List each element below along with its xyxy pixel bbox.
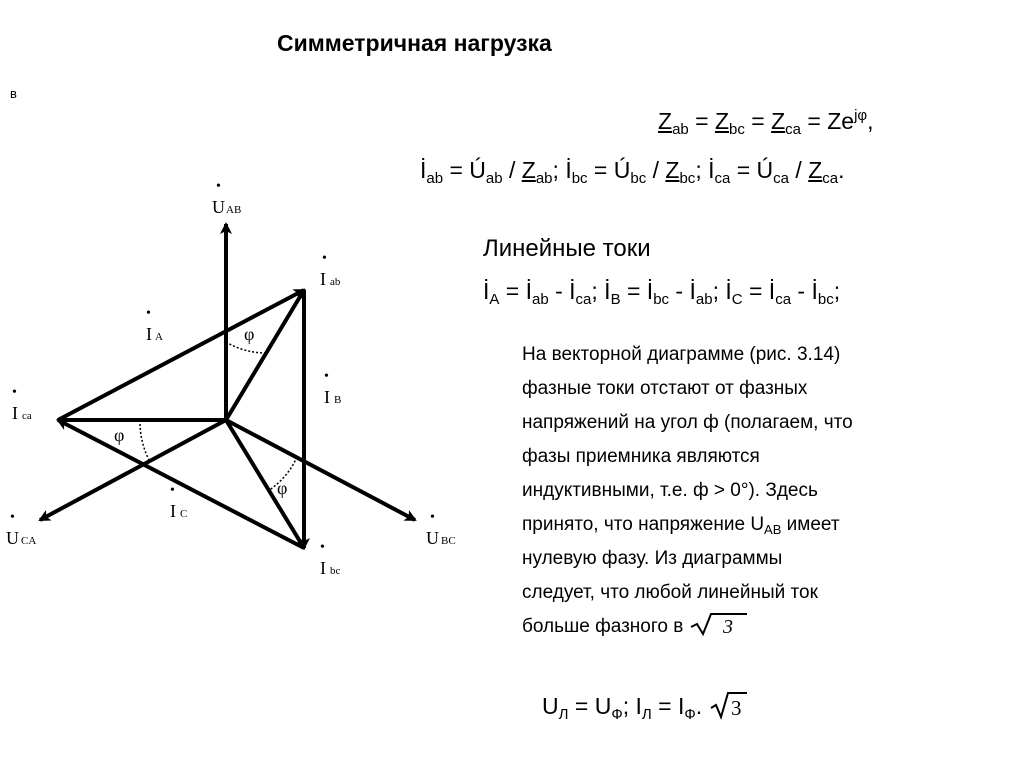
impedance-formula: $Z_{ab} = Z_{bc} = Z_{ca} = Ze^{j\varphi}$, (658, 107, 874, 138)
label-uab (212, 179, 241, 217)
svg-text:I: I (170, 501, 176, 521)
label-ica (12, 385, 32, 423)
paragraph-line: фазы приемника являются (522, 446, 760, 467)
phi-arc (140, 420, 150, 462)
corner-mark: в (10, 86, 17, 101)
line-current-formula: $İ_A$ = $İ_{ab}$ - $İ_{ca}$; $İ_B$ = $İ_{bc}$ - $İ_{ab}$; $İ_C$ = $İ_{ca}$ - $İ_{bc}$; (483, 278, 841, 308)
svg-text:BC: BC (441, 535, 456, 547)
phi-label: φ (244, 324, 255, 344)
svg-text:I: I (146, 324, 152, 344)
svg-text:C: C (180, 508, 188, 520)
label-ubc (426, 510, 456, 548)
svg-text:I: I (324, 387, 330, 407)
sqrt3-icon (689, 611, 751, 637)
svg-text:•: • (320, 540, 325, 555)
svg-text:A: A (155, 331, 163, 343)
label-ibc (320, 540, 341, 578)
phase-current-formula: $İ_{ab}$ = $Ú_{ab} / Z_{ab}$; $İ_{bc}$ = $Ú_{bc} / Z_{bc}$; $İ_{ca}$ = $Ú_{ca} / Z_{ca}$. (420, 157, 845, 187)
svg-text:3: 3 (730, 696, 742, 720)
label-ia (146, 306, 163, 344)
svg-text:I: I (320, 269, 326, 289)
svg-text:•: • (324, 369, 329, 384)
svg-text:I: I (320, 558, 326, 578)
svg-text:•: • (12, 385, 17, 400)
page-title: Симметричная нагрузка (277, 30, 552, 56)
svg-text:•: • (170, 483, 175, 498)
paragraph-line: напряжений на угол ф (полагаем, что (522, 412, 853, 433)
sqrt3-icon (709, 690, 749, 720)
svg-text:•: • (10, 510, 15, 525)
phi-label: φ (277, 478, 288, 498)
svg-text:•: • (322, 251, 327, 266)
label-ib (324, 369, 341, 407)
paragraph-line: нулевую фазу. Из диаграммы (522, 548, 783, 569)
vector-diagram (0, 160, 470, 590)
label-uca (6, 510, 36, 548)
svg-text:CA: CA (21, 535, 37, 547)
paragraph-line: принято, что напряжение $U_{AB}$ имеет (522, 514, 840, 537)
paragraph-line: На векторной диаграмме (рис. 3.14) (522, 344, 841, 365)
svg-text:3: 3 (722, 616, 733, 637)
uca-vector (40, 420, 226, 520)
svg-text:U: U (6, 528, 19, 548)
svg-text:U: U (212, 197, 225, 217)
svg-text:bc: bc (330, 565, 341, 577)
linear-currents-heading: Линейные токи (483, 235, 651, 262)
explanation-paragraph (522, 338, 853, 644)
svg-text:ab: ab (330, 276, 341, 288)
paragraph-line: фазные токи отстают от фазных (522, 378, 808, 399)
svg-text:U: U (426, 528, 439, 548)
paragraph-line: больше фазного в 3 (522, 610, 853, 644)
phi-label: φ (114, 425, 125, 445)
svg-text:•: • (216, 179, 221, 194)
paragraph-line: индуктивными, т.е. ф > 0°). Здесь (522, 480, 818, 501)
svg-text:AB: AB (226, 204, 242, 216)
label-iab (320, 251, 341, 289)
svg-text:B: B (334, 394, 342, 406)
paragraph-line: следует, что любой линейный ток (522, 582, 818, 603)
svg-text:•: • (146, 306, 151, 321)
label-ic (170, 483, 187, 521)
svg-text:ca: ca (22, 410, 32, 422)
summary-formula: $U_Л = U_Ф$; $I_Л = I_Ф$. 3 (542, 690, 749, 720)
svg-text:•: • (430, 510, 435, 525)
svg-text:I: I (12, 403, 18, 423)
